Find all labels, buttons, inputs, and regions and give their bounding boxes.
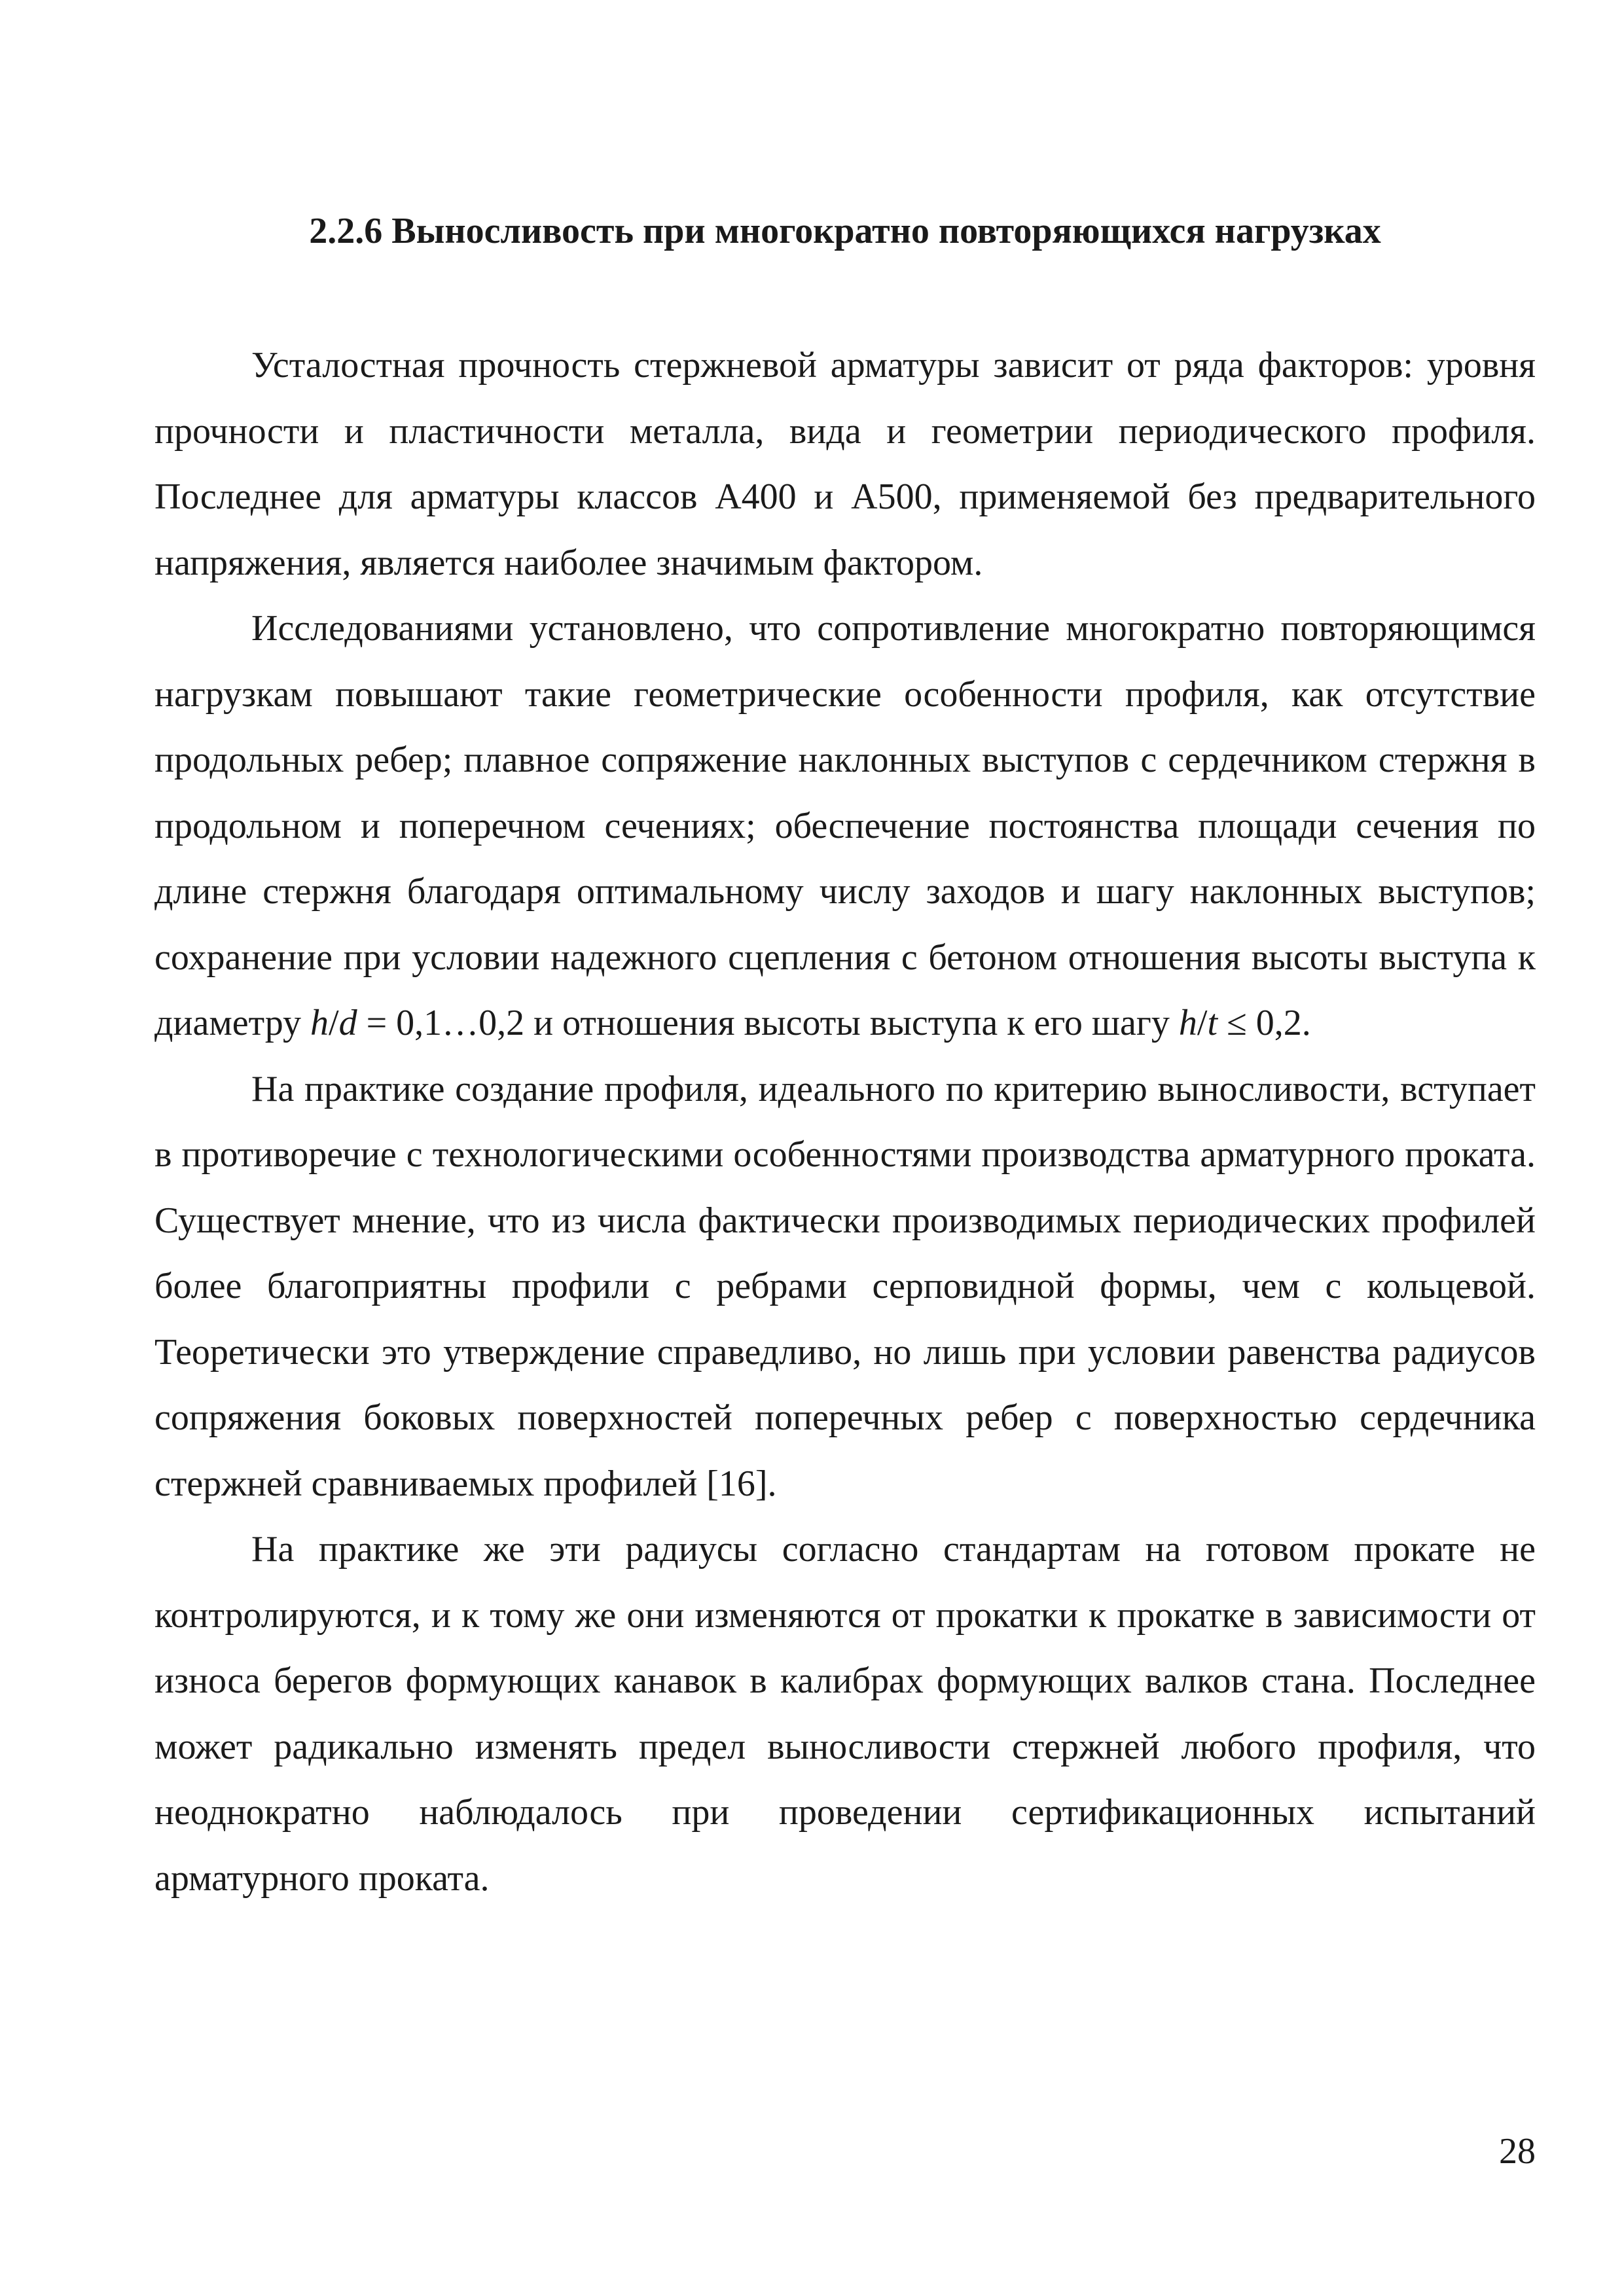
fraction-slash: / (1197, 1003, 1208, 1043)
section-heading: 2.2.6 Выносливость при многократно повторяющихся нагрузках (309, 211, 1381, 251)
paragraph-2-text-a: Исследованиями установлено, что сопротивление многократно повторяющимся нагрузкам повышают такие геометрические особенности профиля, как отсутствие продольных ребер; плавное сопряжение наклонных выступов с сердечником стержня в продольном и поперечном сечениях; обеспечение постоянства площади сечения по длине стержня благодаря оптимальному числу заходов и шагу наклонных выступов; сохранение при условии надежного сцепления с бетоном отношения высоты выступа к диаметру (154, 608, 1536, 1043)
body-text (154, 332, 1536, 1911)
symbol-d: d (338, 1003, 357, 1043)
paragraph-2-text-c: ≤ 0,2. (1218, 1003, 1311, 1043)
paragraph-1: Усталостная прочность стержневой арматуры зависит от ряда факторов: уровня прочности и пластичности металла, вида и геометрии периодического профиля. Последнее для арматуры классов А400 и А500, применяемой без предварительного напряжения, является наиболее значимым фактором. (154, 345, 1536, 583)
symbol-t: t (1207, 1003, 1218, 1043)
paragraph-4: На практике же эти радиусы согласно стандартам на готовом прокате не контролируются, и к тому же они изменяются от прокатки к прокатке в зависимости от износа берегов формующих канавок в калибрах формующих валков стана. Последнее может радикально изменять предел выносливости стержней любого профиля, что неоднократно наблюдалось при проведении сертификационных испытаний арматурного проката. (154, 1529, 1536, 1899)
paragraph-3: На практике создание профиля, идеального по критерию выносливости, вступает в противоречие с технологическими особенностями производства арматурного проката. Существует мнение, что из числа фактически производимых периодических профилей более благоприятны профили с ребрами серповидной формы, чем с кольцевой. Теоретически это утверждение справедливо, но лишь при условии равенства радиусов сопряжения боковых поверхностей поперечных ребер с поверхностью сердечника стержней сравниваемых профилей [16]. (154, 1068, 1536, 1504)
page-number: 28 (1499, 2131, 1536, 2172)
symbol-h: h (310, 1003, 329, 1043)
paragraph-2 (154, 596, 1536, 1056)
paragraph-2-text-b: = 0,1…0,2 и отношения высоты выступа к его шагу (357, 1003, 1179, 1043)
fraction-slash: / (329, 1003, 339, 1043)
symbol-h: h (1178, 1003, 1197, 1043)
